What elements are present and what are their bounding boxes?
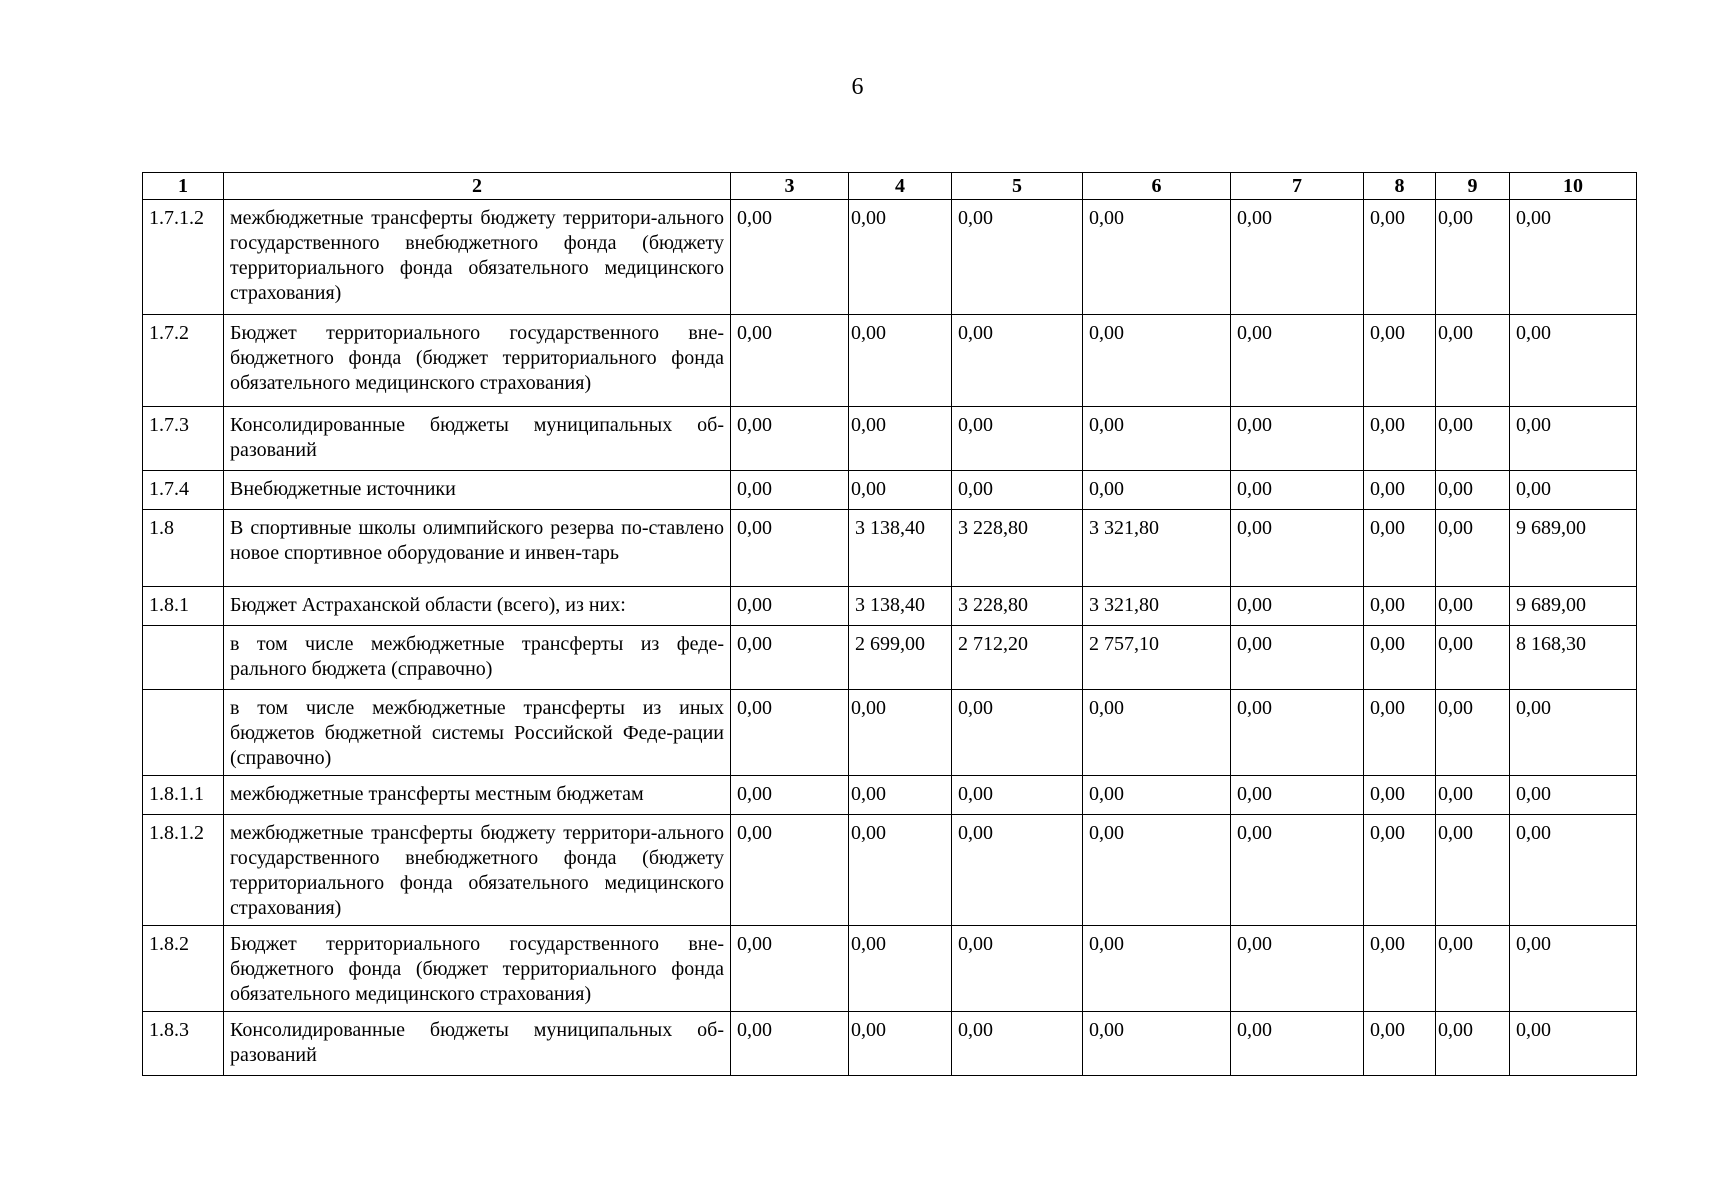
table-row <box>143 626 1637 690</box>
row-value-cell: 0,00 <box>849 776 952 815</box>
row-value-cell: 0,00 <box>1231 926 1364 1012</box>
row-value-cell: 0,00 <box>849 407 952 471</box>
row-description-cell: межбюджетные трансферты местным бюджетам <box>224 776 731 815</box>
row-description-cell: Бюджет Астраханской области (всего), из них: <box>224 587 731 626</box>
table-row <box>143 690 1637 776</box>
row-value-cell: 0,00 <box>1510 315 1637 407</box>
row-value-cell: 0,00 <box>849 471 952 510</box>
row-value-cell: 0,00 <box>1083 776 1231 815</box>
column-header: 4 <box>849 173 952 200</box>
row-value-cell: 0,00 <box>1231 587 1364 626</box>
row-code-cell: 1.8.2 <box>143 926 224 1012</box>
row-value-cell: 0,00 <box>1436 776 1510 815</box>
row-value-cell: 0,00 <box>952 1012 1083 1076</box>
row-value-cell: 0,00 <box>1364 471 1436 510</box>
row-value-cell: 0,00 <box>1364 626 1436 690</box>
row-description-cell: Консолидированные бюджеты муниципальных об-разований <box>224 1012 731 1076</box>
table-row <box>143 815 1637 926</box>
row-description-cell: в том числе межбюджетные трансферты из феде-рального бюджета (справочно) <box>224 626 731 690</box>
row-value-cell: 0,00 <box>1364 510 1436 587</box>
row-value-cell: 0,00 <box>849 1012 952 1076</box>
row-value-cell: 0,00 <box>1436 626 1510 690</box>
row-value-cell: 8 168,30 <box>1510 626 1637 690</box>
row-value-cell: 0,00 <box>1083 815 1231 926</box>
row-value-cell: 0,00 <box>952 315 1083 407</box>
row-value-cell: 0,00 <box>1083 200 1231 315</box>
row-value-cell: 9 689,00 <box>1510 587 1637 626</box>
row-code-cell: 1.8.3 <box>143 1012 224 1076</box>
row-value-cell: 0,00 <box>1436 690 1510 776</box>
row-value-cell: 0,00 <box>1083 407 1231 471</box>
row-code-cell: 1.8 <box>143 510 224 587</box>
row-value-cell: 0,00 <box>1364 1012 1436 1076</box>
row-value-cell: 0,00 <box>1083 1012 1231 1076</box>
row-value-cell: 0,00 <box>1436 926 1510 1012</box>
column-header: 3 <box>731 173 849 200</box>
row-value-cell: 0,00 <box>1510 776 1637 815</box>
header-row <box>143 173 1637 200</box>
row-value-cell: 0,00 <box>1231 510 1364 587</box>
row-value-cell: 0,00 <box>1510 407 1637 471</box>
row-value-cell: 0,00 <box>849 690 952 776</box>
row-value-cell: 0,00 <box>1364 407 1436 471</box>
row-description-cell: Бюджет территориального государственного вне-бюджетного фонда (бюджет территориального фонда обязательного медицинского страхования) <box>224 926 731 1012</box>
row-value-cell: 0,00 <box>731 587 849 626</box>
row-code-cell: 1.7.2 <box>143 315 224 407</box>
table-row <box>143 776 1637 815</box>
row-value-cell: 0,00 <box>1364 690 1436 776</box>
row-code-cell <box>143 690 224 776</box>
row-description-cell: Внебюджетные источники <box>224 471 731 510</box>
row-value-cell: 0,00 <box>1083 471 1231 510</box>
row-value-cell: 0,00 <box>1231 200 1364 315</box>
row-value-cell: 0,00 <box>1436 587 1510 626</box>
row-value-cell: 0,00 <box>952 776 1083 815</box>
row-code-cell: 1.7.4 <box>143 471 224 510</box>
row-value-cell: 3 138,40 <box>849 510 952 587</box>
column-header: 9 <box>1436 173 1510 200</box>
row-value-cell: 0,00 <box>849 200 952 315</box>
row-value-cell: 0,00 <box>1510 471 1637 510</box>
row-value-cell: 0,00 <box>731 315 849 407</box>
row-value-cell: 0,00 <box>1436 1012 1510 1076</box>
row-value-cell: 0,00 <box>1083 926 1231 1012</box>
row-value-cell: 0,00 <box>731 626 849 690</box>
row-value-cell: 0,00 <box>731 1012 849 1076</box>
row-value-cell: 0,00 <box>1436 200 1510 315</box>
row-value-cell: 3 321,80 <box>1083 510 1231 587</box>
row-value-cell: 0,00 <box>1231 471 1364 510</box>
row-value-cell: 3 228,80 <box>952 510 1083 587</box>
row-value-cell: 0,00 <box>1436 510 1510 587</box>
page-number: 6 <box>851 74 864 100</box>
row-value-cell: 0,00 <box>1510 926 1637 1012</box>
row-value-cell: 0,00 <box>1510 690 1637 776</box>
row-value-cell: 2 757,10 <box>1083 626 1231 690</box>
row-value-cell: 3 228,80 <box>952 587 1083 626</box>
row-value-cell: 9 689,00 <box>1510 510 1637 587</box>
row-code-cell: 1.8.1.1 <box>143 776 224 815</box>
row-description-cell: В спортивные школы олимпийского резерва по-ставлено новое спортивное оборудование и инвен-тарь <box>224 510 731 587</box>
column-header: 10 <box>1510 173 1637 200</box>
row-value-cell: 0,00 <box>1436 315 1510 407</box>
row-value-cell: 0,00 <box>1436 471 1510 510</box>
row-description-cell: Консолидированные бюджеты муниципальных об-разований <box>224 407 731 471</box>
row-value-cell: 0,00 <box>1231 315 1364 407</box>
column-header: 7 <box>1231 173 1364 200</box>
row-value-cell: 0,00 <box>731 200 849 315</box>
row-value-cell: 0,00 <box>1510 1012 1637 1076</box>
row-description-cell: в том числе межбюджетные трансферты из иных бюджетов бюджетной системы Российской Феде-рации (справочно) <box>224 690 731 776</box>
table-row <box>143 315 1637 407</box>
column-header: 5 <box>952 173 1083 200</box>
row-code-cell: 1.7.1.2 <box>143 200 224 315</box>
row-value-cell: 0,00 <box>1364 776 1436 815</box>
row-value-cell: 0,00 <box>849 926 952 1012</box>
row-value-cell: 0,00 <box>1083 315 1231 407</box>
row-value-cell: 0,00 <box>1510 815 1637 926</box>
row-value-cell: 0,00 <box>849 315 952 407</box>
row-description-cell: межбюджетные трансферты бюджету территори-ального государственного внебюджетного фонда (бюджету территориального фонда обязательного медицинского страхования) <box>224 200 731 315</box>
row-value-cell: 0,00 <box>1231 815 1364 926</box>
column-header: 6 <box>1083 173 1231 200</box>
table-row <box>143 471 1637 510</box>
row-value-cell: 3 321,80 <box>1083 587 1231 626</box>
table-row <box>143 407 1637 471</box>
row-value-cell: 0,00 <box>952 815 1083 926</box>
row-code-cell: 1.7.3 <box>143 407 224 471</box>
row-value-cell: 0,00 <box>731 407 849 471</box>
row-value-cell: 0,00 <box>952 926 1083 1012</box>
table-row <box>143 926 1637 1012</box>
row-value-cell: 0,00 <box>731 926 849 1012</box>
row-value-cell: 0,00 <box>849 815 952 926</box>
row-value-cell: 0,00 <box>731 510 849 587</box>
row-value-cell: 2 712,20 <box>952 626 1083 690</box>
row-description-cell: межбюджетные трансферты бюджету территори-ального государственного внебюджетного фонда (бюджету территориального фонда обязательного медицинского страхования) <box>224 815 731 926</box>
column-header: 8 <box>1364 173 1436 200</box>
column-header: 1 <box>143 173 224 200</box>
row-value-cell: 0,00 <box>1364 587 1436 626</box>
row-value-cell: 0,00 <box>1364 815 1436 926</box>
row-code-cell: 1.8.1.2 <box>143 815 224 926</box>
row-value-cell: 0,00 <box>1231 776 1364 815</box>
row-code-cell <box>143 626 224 690</box>
row-value-cell: 0,00 <box>1510 200 1637 315</box>
row-value-cell: 0,00 <box>731 815 849 926</box>
row-value-cell: 0,00 <box>731 776 849 815</box>
row-description-cell: Бюджет территориального государственного вне-бюджетного фонда (бюджет территориального фонда обязательного медицинского страхования) <box>224 315 731 407</box>
row-value-cell: 0,00 <box>1436 815 1510 926</box>
row-value-cell: 0,00 <box>1364 200 1436 315</box>
row-value-cell: 0,00 <box>952 471 1083 510</box>
row-value-cell: 3 138,40 <box>849 587 952 626</box>
row-value-cell: 0,00 <box>1231 407 1364 471</box>
row-value-cell: 0,00 <box>1364 315 1436 407</box>
row-value-cell: 0,00 <box>952 200 1083 315</box>
table-row <box>143 200 1637 315</box>
row-value-cell: 0,00 <box>1231 1012 1364 1076</box>
row-value-cell: 0,00 <box>952 407 1083 471</box>
table-row <box>143 587 1637 626</box>
table-row <box>143 1012 1637 1076</box>
row-value-cell: 0,00 <box>731 471 849 510</box>
table-row <box>143 510 1637 587</box>
table-body <box>143 200 1637 1076</box>
row-value-cell: 0,00 <box>1364 926 1436 1012</box>
column-header: 2 <box>224 173 731 200</box>
row-code-cell: 1.8.1 <box>143 587 224 626</box>
row-value-cell: 2 699,00 <box>849 626 952 690</box>
row-value-cell: 0,00 <box>1083 690 1231 776</box>
row-value-cell: 0,00 <box>1231 690 1364 776</box>
row-value-cell: 0,00 <box>1231 626 1364 690</box>
row-value-cell: 0,00 <box>1436 407 1510 471</box>
row-value-cell: 0,00 <box>952 690 1083 776</box>
budget-table <box>142 172 1637 1076</box>
row-value-cell: 0,00 <box>731 690 849 776</box>
